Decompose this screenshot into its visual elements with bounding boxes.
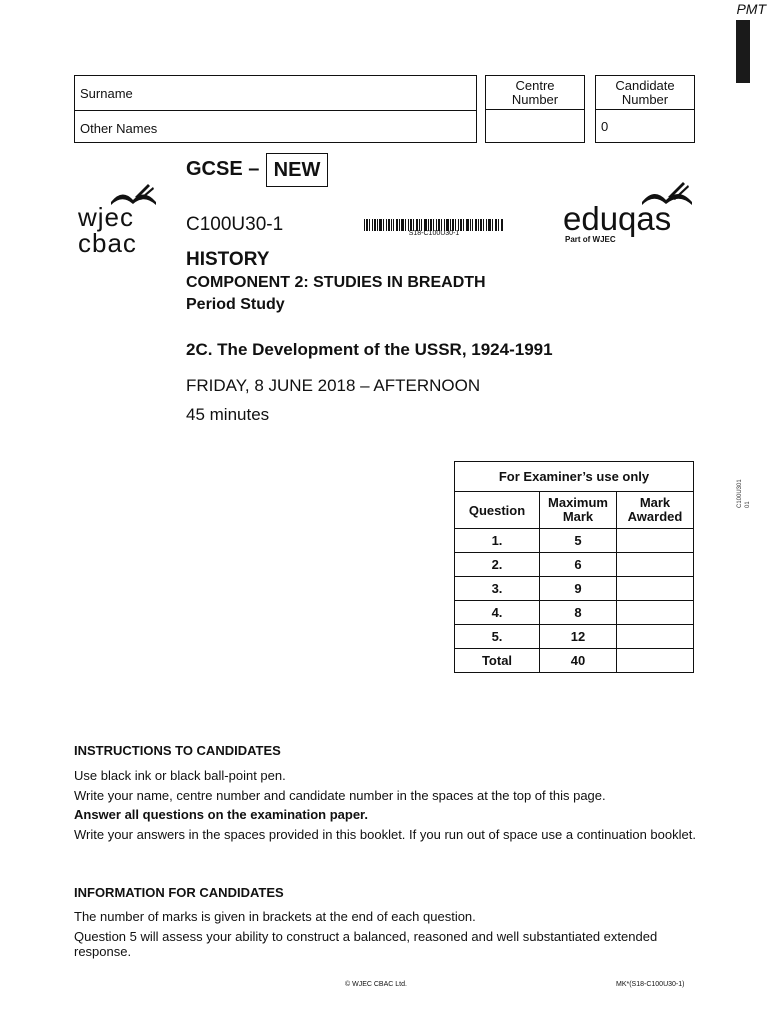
mark-awarded-cell[interactable] xyxy=(617,577,694,601)
side-code-line1: C100U301 xyxy=(737,479,743,508)
surname-label: Surname xyxy=(80,86,133,101)
gcse-label: GCSE – xyxy=(186,158,260,180)
question-number: 2. xyxy=(455,553,540,577)
max-mark: 9 xyxy=(540,577,617,601)
period-title: Period Study xyxy=(186,296,285,313)
total-awarded-cell[interactable] xyxy=(617,649,694,673)
exam-duration: 45 minutes xyxy=(186,405,270,424)
centre-label-line1: Centre xyxy=(515,78,555,93)
topic-title: 2C. The Development of the USSR, 1924-1991 xyxy=(186,340,553,359)
mark-awarded-cell[interactable] xyxy=(617,529,694,553)
wjec-logo-text-2: cbac xyxy=(78,228,137,258)
header-max-mark: Maximum Mark xyxy=(540,492,617,529)
examiner-table xyxy=(454,461,694,673)
instruction-line: Answer all questions on the examination paper. xyxy=(74,807,369,822)
new-badge: NEW xyxy=(266,153,328,187)
other-names-label: Other Names xyxy=(80,121,158,136)
question-number: 1. xyxy=(455,529,540,553)
header-mark-awarded: Mark Awarded xyxy=(617,492,694,529)
wjec-logo-text-1: wjec xyxy=(78,202,135,232)
examiner-table-caption: For Examiner’s use only xyxy=(455,462,694,492)
information-line: Question 5 will assess your ability to construct a balanced, reasoned and well substantiated extended response. xyxy=(74,929,658,959)
centre-number-box xyxy=(485,75,585,143)
instructions-heading: INSTRUCTIONS TO CANDIDATES xyxy=(74,743,281,758)
max-mark: 5 xyxy=(540,529,617,553)
max-mark: 12 xyxy=(540,625,617,649)
component-title: COMPONENT 2: STUDIES IN BREADTH xyxy=(186,274,486,291)
candidate-number-label xyxy=(596,76,694,110)
instruction-line: Write your answers in the spaces provided in this booklet. If you run out of space use a continuation booklet. xyxy=(74,827,696,842)
side-code-line2: 01 xyxy=(745,501,751,508)
eduqas-subtitle: Part of WJEC xyxy=(565,235,616,244)
centre-number-label xyxy=(486,76,584,110)
exam-code: C100U30-1 xyxy=(186,214,284,235)
subject-title: HISTORY xyxy=(186,249,270,270)
eduqas-logo xyxy=(563,180,698,248)
table-row xyxy=(455,601,694,625)
pmt-label: PMT xyxy=(736,1,766,17)
information-heading: INFORMATION FOR CANDIDATES xyxy=(74,885,284,900)
other-names-field[interactable] xyxy=(75,110,476,144)
max-mark: 6 xyxy=(540,553,617,577)
side-code xyxy=(733,471,753,511)
question-number: 4. xyxy=(455,601,540,625)
candidate-number-field[interactable]: 0 xyxy=(601,119,609,134)
centre-number-field[interactable] xyxy=(486,110,584,119)
question-number: 5. xyxy=(455,625,540,649)
information-line: The number of marks is given in brackets at the end of each question. xyxy=(74,909,476,924)
mark-awarded-cell[interactable] xyxy=(617,553,694,577)
mark-awarded-cell[interactable] xyxy=(617,625,694,649)
mark-awarded-cell[interactable] xyxy=(617,601,694,625)
instruction-line: Use black ink or black ball-point pen. xyxy=(74,768,286,783)
name-box xyxy=(74,75,477,143)
table-row-total xyxy=(455,649,694,673)
copyright: © WJEC CBAC Ltd. xyxy=(345,981,407,988)
centre-label-line2: Number xyxy=(511,92,559,107)
total-label: Total xyxy=(455,649,540,673)
eduqas-logo-text: eduqas xyxy=(563,200,672,237)
surname-field[interactable] xyxy=(75,76,476,110)
table-row xyxy=(455,553,694,577)
max-mark: 8 xyxy=(540,601,617,625)
exam-date: FRIDAY, 8 JUNE 2018 – AFTERNOON xyxy=(186,376,481,395)
candidate-number-box xyxy=(595,75,695,143)
wjec-logo xyxy=(78,182,160,258)
table-row xyxy=(455,625,694,649)
margin-bar xyxy=(736,20,750,83)
table-row xyxy=(455,577,694,601)
candidate-label-line2: Number xyxy=(621,92,669,107)
total-max-mark: 40 xyxy=(540,649,617,673)
table-row xyxy=(455,529,694,553)
question-number: 3. xyxy=(455,577,540,601)
header-question: Question xyxy=(455,492,540,529)
instruction-line: Write your name, centre number and candidate number in the spaces at the top of this page. xyxy=(74,788,606,803)
barcode-text: S18-C100U30-1 xyxy=(408,230,460,237)
footer-ref: MK*(S18-C100U30-1) xyxy=(616,981,685,988)
candidate-label-line1: Candidate xyxy=(615,78,675,93)
